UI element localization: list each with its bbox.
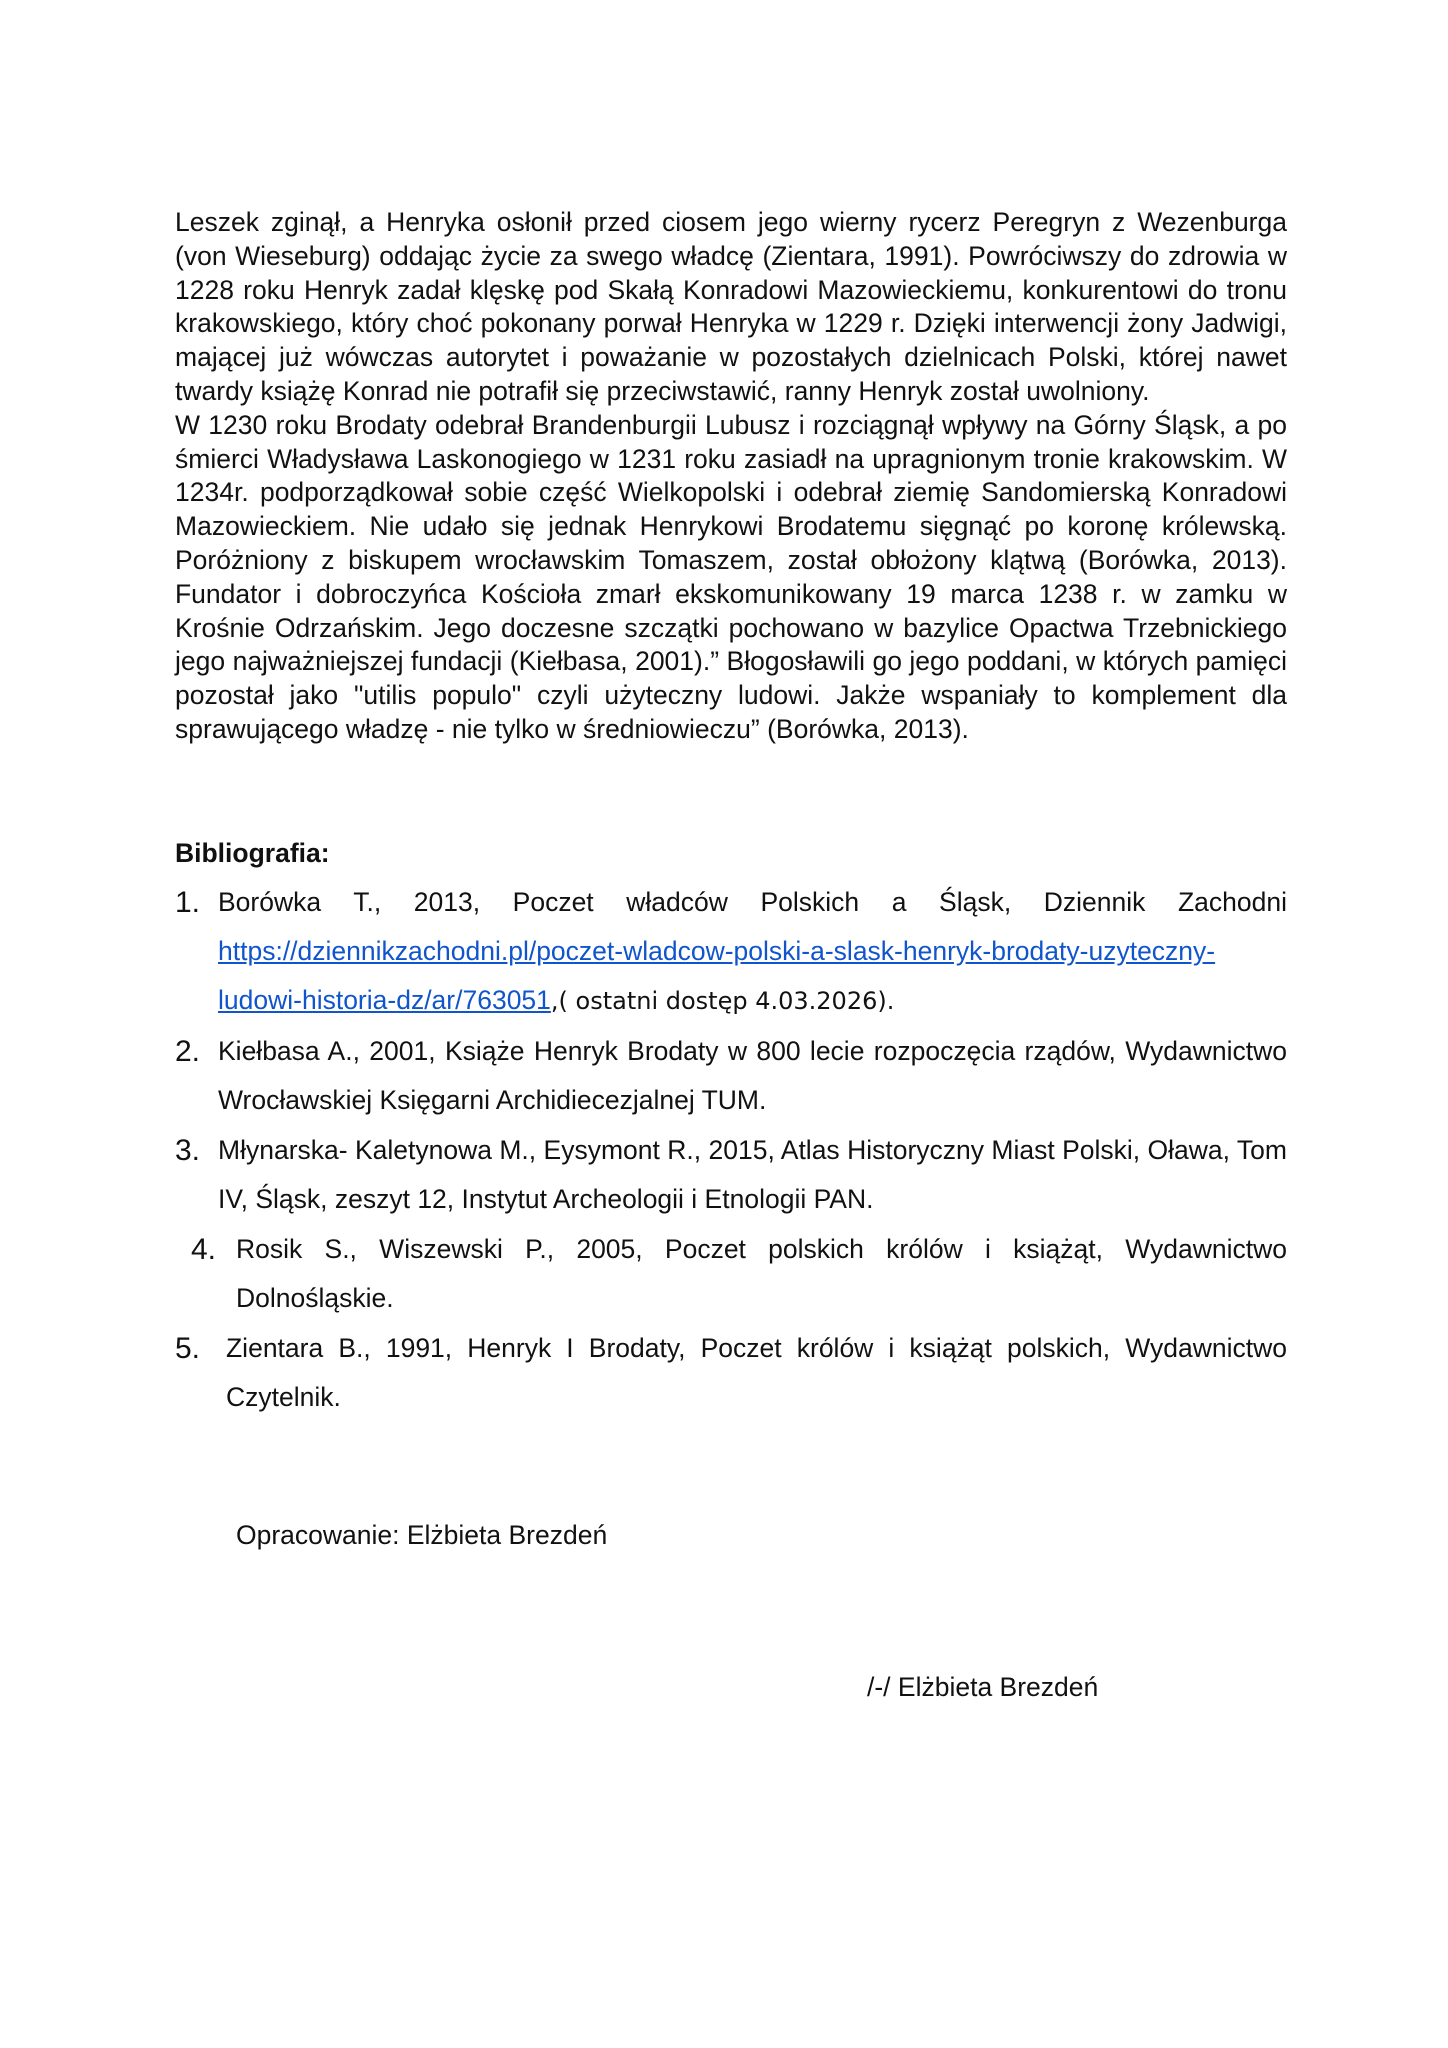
bibliography-heading: Bibliografia: [175, 838, 330, 868]
item-text [175, 878, 1287, 1026]
item-number: 3. [175, 1134, 201, 1167]
item-number: 2. [175, 1035, 201, 1068]
item-text: Młynarska- Kaletynowa M., Eysymont R., 2015, Atlas Historyczny Miast Polski, Oława, Tom IV, Śląsk, zeszyt 12, Instytut Archeologii i Etnologii PAN. [218, 1135, 1287, 1214]
bibliography-item [175, 1324, 1287, 1422]
source-link[interactable]: https://dziennikzachodni.pl/poczet-wladcow-polski-a-slask-henryk-brodaty-uzyteczny-ludowi-historia-dz/ar/763051 [218, 936, 1216, 1015]
item-number: 4. [191, 1233, 217, 1266]
signature: /-/ Elżbieta Brezdeń [867, 1672, 1099, 1702]
access-date: ,( ostatni dostęp 4.03.2026). [550, 987, 895, 1015]
body-text [175, 206, 1287, 747]
item-number: 1. [175, 886, 201, 919]
bibliography-item [175, 878, 1287, 1026]
item-number: 5. [175, 1332, 201, 1365]
bibliography-item [175, 1225, 1287, 1323]
bibliography-item [175, 1126, 1287, 1224]
paragraph-2: W 1230 roku Brodaty odebrał Brandenburgii Lubusz i rozciągnął wpływy na Górny Śląsk, a po śmierci Władysława Laskonogiego w 1231 roku zasiadł na upragnionym tronie krakowskim. W 1234r. podporządkował sobie część Wielkopolski i odebrał ziemię Sandomierską Konradowi Mazowieckiem. Nie udało się jednak Henrykowi Brodatemu sięgnąć po koronę królewską. Poróżniony z biskupem wrocławskim Tomaszem, został obłożony klątwą (Borówka, 2013). Fundator i dobroczyńca Kościoła zmarł ekskomunikowany 19 marca 1238 r. w zamku w Krośnie Odrzańskim. Jego doczesne szczątki pochowano w bazylice Opactwa Trzebnickiego jego najważniejszej fundacji (Kiełbasa, 2001).” Błogosławili go jego poddani, w których pamięci pozostał jako "utilis populo" czyli użyteczny ludowi. Jakże wspaniały to komplement dla sprawującego władzę - nie tylko w średniowieczu” (Borówka, 2013). [175, 409, 1287, 744]
item-text: Kiełbasa A., 2001, Książe Henryk Brodaty w 800 lecie rozpoczęcia rządów, Wydawnictwo Wrocławskiej Księgarni Archidiecezjalnej TUM. [218, 1036, 1287, 1115]
paragraph-1: Leszek zginął, a Henryka osłonił przed ciosem jego wierny rycerz Peregryn z Wezenburga (von Wieseburg) oddając życie za swego władcę (Zientara, 1991). Powróciwszy do zdrowia w 1228 roku Henryk zadał klęskę pod Skałą Konradowi Mazowieckiemu, konkurentowi do tronu krakowskiego, który choć pokonany porwał Henryka w 1229 r. Dzięki interwencji żony Jadwigi, mającej już wówczas autorytet i poważanie w pozostałych dzielnicach Polski, której nawet twardy książę Konrad nie potrafił się przeciwstawić, ranny Henryk został uwolniony. [175, 207, 1287, 406]
item-text: Zientara B., 1991, Henryk I Brodaty, Poczet królów i książąt polskich, Wydawnictwo Czytelnik. [226, 1333, 1287, 1412]
item-citation: Borówka T., 2013, Poczet władców Polskich a Śląsk, Dziennik Zachodni [218, 887, 1287, 917]
bibliography-list [175, 878, 1287, 1423]
author-line: Opracowanie: Elżbieta Brezdeń [236, 1520, 608, 1550]
bibliography-item [175, 1027, 1287, 1125]
item-text: Rosik S., Wiszewski P., 2005, Poczet polskich królów i książąt, Wydawnictwo Dolnośląskie. [236, 1234, 1287, 1313]
